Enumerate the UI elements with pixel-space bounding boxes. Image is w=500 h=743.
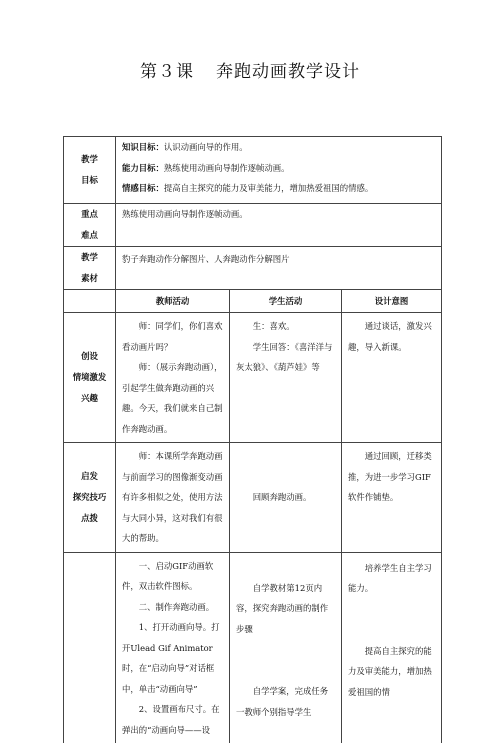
- lesson-number: 第３课: [140, 62, 194, 82]
- section-practice-intent: 培养学生自主学习能力。 提高自主探究的能力及审美能力，增加热爱祖国的情: [342, 552, 442, 743]
- materials-content: 豹子奔跑动作分解图片、人奔跑动作分解图片: [116, 247, 442, 290]
- column-header-row: [64, 290, 442, 313]
- header-blank: [64, 290, 116, 313]
- materials-label: 教学 素材: [64, 247, 116, 290]
- knowledge-objective: 知识目标：认识动画向导的作用。: [122, 142, 248, 152]
- lesson-plan-table: [63, 136, 442, 743]
- objectives-label: 教学 目标: [64, 137, 116, 204]
- objectives-row: [64, 137, 442, 204]
- materials-row: [64, 247, 442, 290]
- header-student: 学生活动: [230, 290, 342, 313]
- section-situation-row: [64, 313, 442, 443]
- emotion-objective: 情感目标：提高自主探究的能力及审美能力，增加热爱祖国的情感。: [122, 183, 374, 193]
- key-points-label: 重点 难点: [64, 204, 116, 247]
- section-inspire-student: 回顾奔跑动画。: [230, 443, 342, 553]
- section-situation-intent: 通过谈话，激发兴趣，导入新课。: [342, 313, 442, 443]
- section-practice-student: 自学教材第12页内容，探究奔跑动画的制作步骤 自学学案，完成任务一教师个别指导学生: [230, 552, 342, 743]
- section-practice-row: [64, 552, 442, 743]
- section-practice-teacher: 一、启动GIF动画软件，双击软件图标。 二、制作奔跑动画。 1、打开动画向导。打开Ulead Gif Animator时，在“启动向导”对话框中，单击“动画向导” 2、设置画布尺寸。在弹出的“动画向导——设: [116, 552, 230, 743]
- section-situation-student: 生：喜欢。 学生回答：《喜洋洋与灰太狼》、《葫芦娃》等: [230, 313, 342, 443]
- lesson-name: 奔跑动画教学设计: [216, 62, 360, 82]
- ability-objective: 能力目标：熟练使用动画向导制作逐帧动画。: [122, 162, 290, 173]
- key-points-row: [64, 204, 442, 247]
- section-inspire-label: 启发 探究技巧 点拨: [64, 443, 116, 553]
- key-points-content: 熟练使用动画向导制作逐帧动画。: [116, 204, 442, 247]
- section-inspire-teacher: 师：本课所学奔跑动画与前面学习的图像渐变动画有许多相似之处，使用方法与大同小异，这对我们有很大的帮助。: [116, 443, 230, 553]
- section-situation-teacher: 师：同学们，你们喜欢看动画片吗？ 师：（展示奔跑动画），引起学生做奔跑动画的兴趣。今天，我们就来自己制作奔跑动画。: [116, 313, 230, 443]
- page-title: [0, 62, 500, 82]
- header-teacher: 教师活动: [116, 290, 230, 313]
- section-practice-label: [64, 552, 116, 743]
- section-inspire-row: [64, 443, 442, 553]
- section-situation-label: 创设 情境激发 兴趣: [64, 313, 116, 443]
- section-inspire-intent: 通过回顾，迁移类推，为进一步学习GIF软件作铺垫。: [342, 443, 442, 553]
- objectives-content: [116, 137, 442, 204]
- header-intent: 设计意图: [342, 290, 442, 313]
